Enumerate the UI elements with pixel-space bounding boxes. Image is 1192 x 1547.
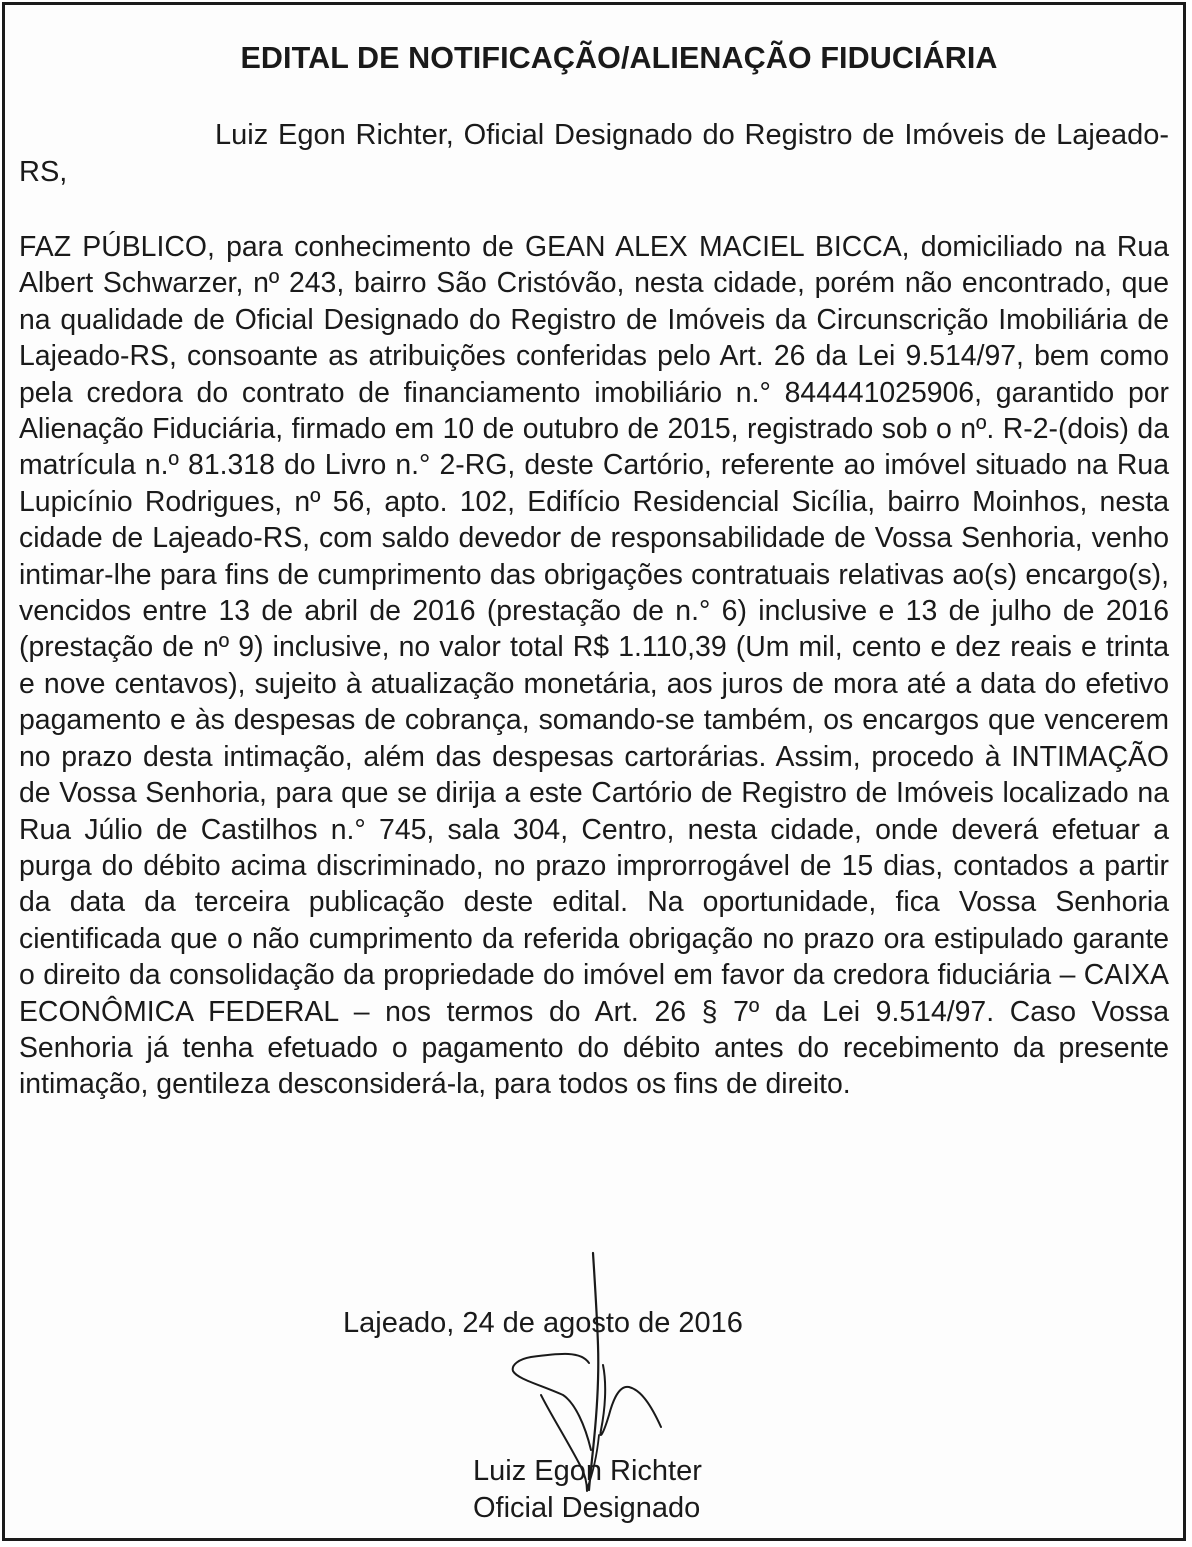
signer-block bbox=[473, 1453, 702, 1527]
intro-paragraph: Luiz Egon Richter, Oficial Designado do Registro de Imóveis de Lajeado-RS, bbox=[19, 119, 1169, 188]
notice-frame bbox=[2, 2, 1186, 1541]
signer-role: Oficial Designado bbox=[473, 1492, 701, 1524]
signer-name: Luiz Egon Richter bbox=[473, 1455, 702, 1487]
notice-title: EDITAL DE NOTIFICAÇÃO/ALIENAÇÃO FIDUCIÁRIA bbox=[240, 41, 998, 75]
date-line: Lajeado, 24 de agosto de 2016 bbox=[343, 1307, 743, 1339]
body-paragraph: FAZ PÚBLICO, para conhecimento de GEAN ALEX MACIEL BICCA, domiciliado na Rua Albert Schwarzer, nº 243, bairro São Cristóvão, nesta cidade, porém não encontrado, que na qualidade de Oficial Designado do Registro de Imóveis da Circunscrição Imobiliária de Lajeado-RS, consoante as atribuições conferidas pelo Art. 26 da Lei 9.514/97, bem como pela credora do contrato de financiamento imobiliário n.° 844441025906, garantido por Alienação Fiduciária, firmado em 10 de outubro de 2015, registrado sob o nº. R-2-(dois) da matrícula n.º 81.318 do Livro n.° 2-RG, deste Cartório, referente ao imóvel situado na Rua Lupicínio Rodrigues, nº 56, apto. 102, Edifício Residencial Sicília, bairro Moinhos, nesta cidade de Lajeado-RS, com saldo devedor de responsabilidade de Vossa Senhoria, venho intimar-lhe para fins de cumprimento das obrigações contratuais relativas ao(s) encargo(s), vencidos entre 13 de abril de 2016 (prestação de n.° 6) inclusive e 13 de julho de 2016 (prestação de nº 9) inclusive, no valor total R$ 1.110,39 (Um mil, cento e dez reais e trinta e nove centavos), sujeito à atualização monetária, aos juros de mora até a data do efetivo pagamento e às despesas de cobrança, somando-se também, os encargos que vencerem no prazo desta intimação, além das despesas cartorárias. Assim, procedo à INTIMAÇÃO de Vossa Senhoria, para que se dirija a este Cartório de Registro de Imóveis localizado na Rua Júlio de Castilhos n.° 745, sala 304, Centro, nesta cidade, onde deverá efetuar a purga do débito acima discriminado, no prazo improrrogável de 15 dias, contados a partir da data da terceira publicação deste edital. Na oportunidade, fica Vossa Senhoria cientificada que o não cumprimento da referida obrigação no prazo ora estipulado garante o direito da consolidação da propriedade do imóvel em favor da credora fiduciária – CAIXA ECONÔMICA FEDERAL – nos termos do Art. 26 § 7º da Lei 9.514/97. Caso Vossa Senhoria já tenha efetuado o pagamento do débito antes do recebimento da presente intimação, gentileza desconsiderá-la, para todos os fins de direito. bbox=[19, 231, 1169, 1101]
